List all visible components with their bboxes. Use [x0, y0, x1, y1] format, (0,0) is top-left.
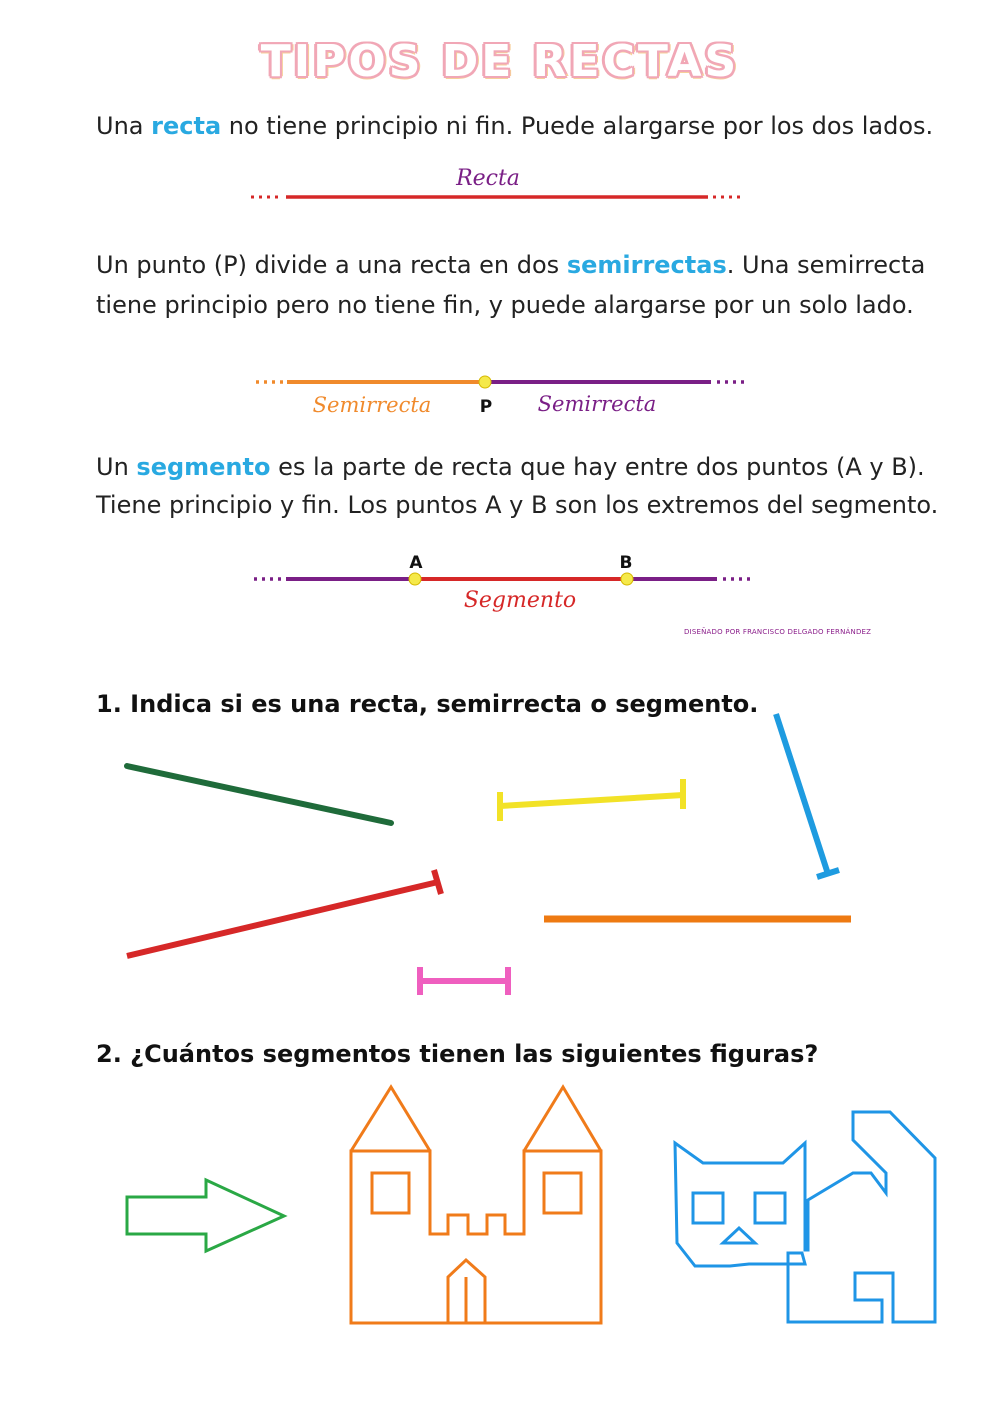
castle-window-right: [544, 1173, 581, 1213]
cat-outline: [675, 1112, 935, 1322]
paragraph-text: Una: [96, 112, 152, 140]
question-1: 1. Indica si es una recta, semirrecta o segmento.: [96, 690, 759, 718]
castle-window-left: [372, 1173, 409, 1213]
endpoint-tick: [434, 870, 441, 894]
paragraph-text: tiene principio pero no tiene fin, y puede alargarse por un solo lado.: [96, 291, 914, 319]
castle-figure: [351, 1087, 601, 1323]
highlight-recta: recta: [151, 112, 222, 140]
semirrecta-right-label: Semirrecta: [537, 392, 657, 416]
question-2: 2. ¿Cuántos segmentos tienen las siguientes figuras?: [96, 1040, 819, 1068]
yellow-segment: [500, 779, 683, 821]
cat-eye-right: [755, 1193, 785, 1223]
point-b: [621, 573, 633, 585]
point-a-label: A: [409, 553, 423, 573]
diagram-segmento: [254, 553, 752, 613]
endpoint-tick: [817, 870, 839, 877]
point-a: [409, 573, 421, 585]
diagram-semirrectas: [256, 376, 746, 417]
segment-body: [500, 795, 683, 806]
paragraph-text: Un punto (P) divide a una recta en dos: [96, 251, 567, 279]
cat-nose: [723, 1228, 755, 1243]
cat-eye-left: [693, 1193, 723, 1223]
point-p: [479, 376, 491, 388]
ray-body: [776, 714, 828, 874]
diagram-recta: [251, 166, 743, 197]
highlight-semirrectas: semirrectas: [566, 251, 727, 279]
castle-tower-roof-left: [351, 1087, 430, 1151]
paragraph-text: . Una semirrecta: [726, 251, 926, 279]
red-ray: [127, 870, 441, 956]
paragraph-text: Un: [96, 453, 137, 481]
paragraph-text: Tiene principio y fin. Los puntos A y B son los extremos del segmento.: [96, 491, 939, 519]
ray-body: [127, 882, 438, 956]
paragraph-text: no tiene principio ni fin. Puede alargarse por los dos lados.: [221, 112, 934, 140]
credit-text: DISEÑADO POR FRANCISCO DELGADO FERNÁNDEZ: [684, 628, 872, 636]
point-b-label: B: [619, 553, 633, 573]
green-line: [127, 766, 391, 823]
castle-outline: [351, 1151, 601, 1323]
recta-label: Recta: [456, 166, 520, 191]
exercise-1-lines: [127, 714, 851, 995]
pink-segment: [420, 967, 508, 995]
highlight-segmento: segmento: [136, 453, 271, 481]
castle-tower-roof-right: [524, 1087, 601, 1151]
blue-ray: [776, 714, 839, 877]
page-title: TIPOS DE RECTAS: [260, 36, 740, 87]
cat-figure: [675, 1112, 935, 1322]
point-p-label: P: [479, 397, 493, 417]
semirrecta-left-label: Semirrecta: [312, 393, 432, 417]
arrow-figure: [127, 1180, 284, 1251]
paragraph-text: es la parte de recta que hay entre dos puntos (A y B).: [270, 453, 925, 481]
segmento-label: Segmento: [463, 588, 577, 613]
exercise-2-figures: [127, 1087, 935, 1323]
